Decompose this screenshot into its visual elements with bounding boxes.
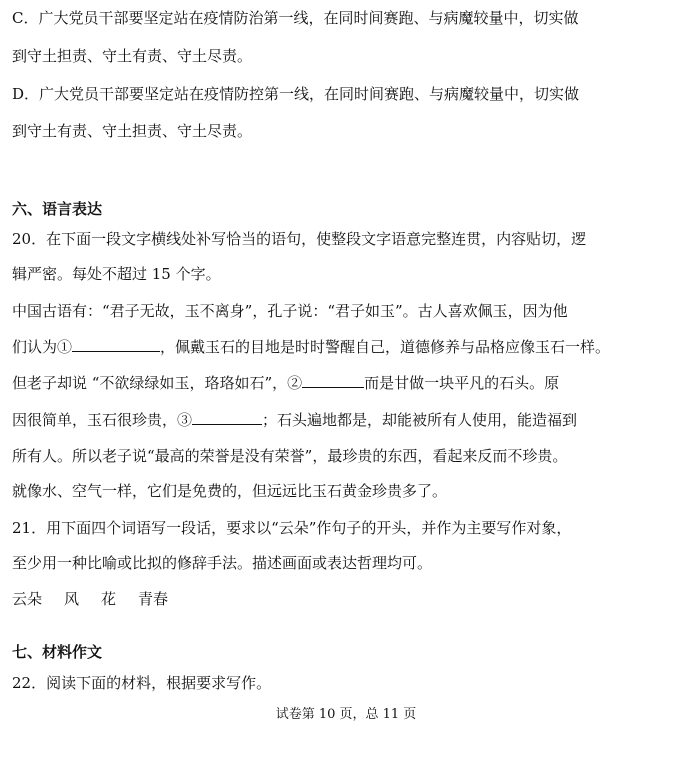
q20-passage-line-2	[12, 337, 680, 357]
q20-prompt-line-1: 20．在下面一段文字横线处补写恰当的语句，使整段文字语意完整连贯，内容贴切，逻	[12, 230, 587, 248]
q20-passage-line-1: 中国古语有：“君子无故，玉不离身”，孔子说：“君子如玉”。古人喜欢佩玉，因为他	[12, 302, 568, 320]
option-d-line-1: D．广大党员干部要坚定站在疫情防控第一线，在同时间赛跑、与病魔较量中，切实做	[12, 85, 580, 103]
passage-text: ，佩戴玉石的目地是时时警醒自己，道德修养与品格应像玉石一样。	[160, 338, 611, 356]
passage-text: 因很简单，玉石很珍贵，	[12, 411, 178, 429]
section-6-title: 六、语言表达	[12, 200, 103, 218]
page-footer: 试卷第 10 页，总 11 页	[275, 707, 417, 722]
option-c-line-1: C．广大党员干部要坚定站在疫情防治第一线，在同时间赛跑、与病魔较量中，切实做	[12, 9, 579, 27]
q21-word-list	[12, 589, 680, 609]
word-item: 风	[64, 590, 80, 608]
blank-2[interactable]	[302, 387, 364, 388]
word-item: 花	[101, 590, 117, 608]
passage-text: 而是甘做一块平凡的石头。原	[364, 374, 560, 392]
section-7-title: 七、材料作文	[12, 643, 103, 661]
option-c-line-2: 到守土担责、守土有责、守土尽责。	[12, 47, 253, 65]
q22-prompt: 22．阅读下面的材料，根据要求写作。	[12, 674, 272, 692]
blank-marker-2: ②	[287, 374, 303, 392]
blank-3[interactable]	[192, 424, 262, 425]
q21-prompt-line-1: 21．用下面四个词语写一段话，要求以“云朵”作句子的开头，并作为主要写作对象，	[12, 519, 572, 537]
q20-passage-line-5: 所有人。所以老子说“最高的荣誉是没有荣誉”，最珍贵的东西，看起来反而不珍贵。	[12, 447, 568, 465]
word-item: 青春	[138, 590, 169, 608]
blank-1[interactable]	[72, 351, 160, 352]
q20-passage-line-3	[12, 373, 680, 393]
passage-text: 但老子却说 “不欲绿绿如玉，珞珞如石”，	[12, 374, 288, 392]
passage-text: 们认为	[12, 338, 58, 356]
passage-text: ；石头遍地都是，却能被所有人使用，能造福到	[262, 411, 578, 429]
option-d-line-2: 到守土有责、守土担责、守土尽责。	[12, 122, 253, 140]
q20-passage-line-6: 就像水、空气一样，它们是免费的，但远远比玉石黄金珍贵多了。	[12, 482, 448, 500]
q20-passage-line-4	[12, 410, 680, 430]
q20-prompt-line-2: 辑严密。每处不超过 15 个字。	[12, 265, 221, 283]
blank-marker-1: ①	[57, 338, 73, 356]
word-item: 云朵	[12, 590, 43, 608]
q21-prompt-line-2: 至少用一种比喻或比拟的修辞手法。描述画面或表达哲理均可。	[12, 554, 433, 572]
blank-marker-3: ③	[177, 411, 193, 429]
